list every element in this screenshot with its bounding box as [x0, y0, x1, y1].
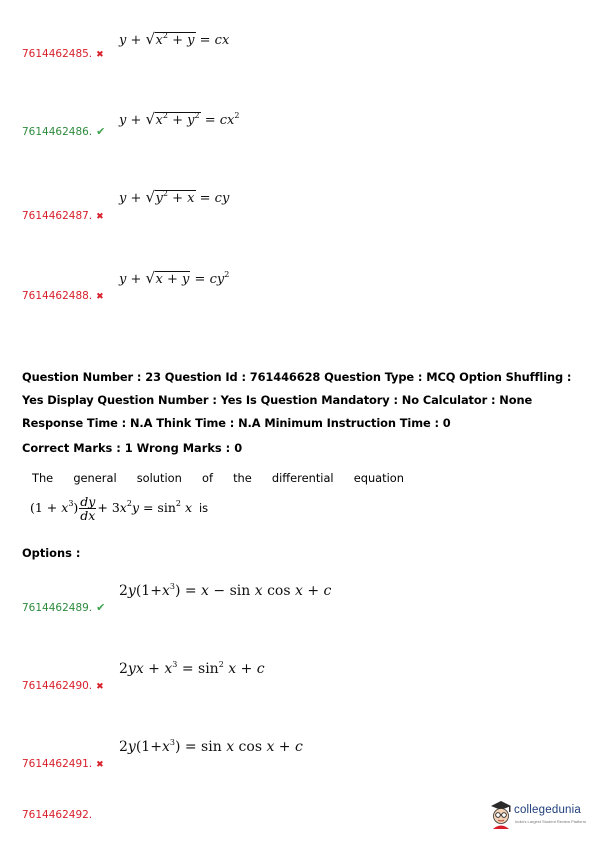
question-text — [32, 471, 404, 485]
cross-icon: ✖ — [96, 682, 104, 692]
option-formula: y + √ $x^2 + y^2 = cx^2$ — [119, 110, 240, 128]
option-id: 7614462490. ✖ — [22, 680, 104, 692]
option-formula: $2yx + x^3 = \sin^2 x + c$ — [119, 660, 265, 677]
question-equation: $(1 + x^3)$ $\frac{dy}{dx}$ + $3x^2y = \sin^2 x$ is — [30, 494, 209, 523]
option-id: 7614462488. ✖ — [22, 290, 104, 302]
collegedunia-logo — [489, 800, 589, 832]
logo-name: collegedunia — [514, 804, 581, 816]
question-suffix: is — [199, 501, 209, 515]
cross-icon: ✖ — [96, 50, 104, 60]
option-id: 7614462492. — [22, 809, 93, 821]
cross-icon: ✖ — [96, 212, 104, 222]
option-formula: y + √ $x^2 + y$ = cx — [119, 30, 230, 48]
options-label: Options : — [22, 546, 81, 560]
check-icon: ✔ — [96, 601, 106, 614]
cross-icon: ✖ — [96, 292, 104, 302]
cross-icon: ✖ — [96, 760, 104, 770]
check-icon: ✔ — [96, 125, 106, 138]
option-id: 7614462489. ✔ — [22, 601, 106, 614]
logo-tagline: India's Largest Student Review Platform — [515, 819, 587, 824]
question-word: of — [201, 471, 213, 485]
question-word: equation — [353, 471, 404, 485]
option-formula: y + √ $x + y = cy^2$ — [119, 269, 230, 287]
question-word: The — [32, 471, 54, 485]
question-marks: Correct Marks : 1 Wrong Marks : 0 — [22, 441, 243, 455]
option-id: 7614462485. ✖ — [22, 48, 104, 60]
mascot-icon — [489, 800, 513, 830]
question-word: the — [233, 471, 252, 485]
question-header: Question Number : 23 Question Id : 761446628 Question Type : MCQ Option Shuffling : Yes Display Question Number : Yes Is Question Mandatory : No Calculator : None Response Time : N.A Think Time : N.A Minimum Instruction Time : 0 — [22, 370, 572, 430]
option-formula: y + √ $y^2 + x$ = cy — [119, 188, 230, 206]
option-id: 7614462486. ✔ — [22, 125, 106, 138]
question-word: solution — [136, 471, 182, 485]
option-formula: $2y(1+x^3) = \sin x$ cos x + c — [119, 738, 303, 755]
option-id: 7614462487. ✖ — [22, 210, 104, 222]
question-word: general — [73, 471, 117, 485]
option-id: 7614462491. ✖ — [22, 758, 104, 770]
question-word: differential — [271, 471, 334, 485]
option-formula: $2y(1+x^3) = x - \sin x$ cos x + c — [119, 582, 332, 599]
